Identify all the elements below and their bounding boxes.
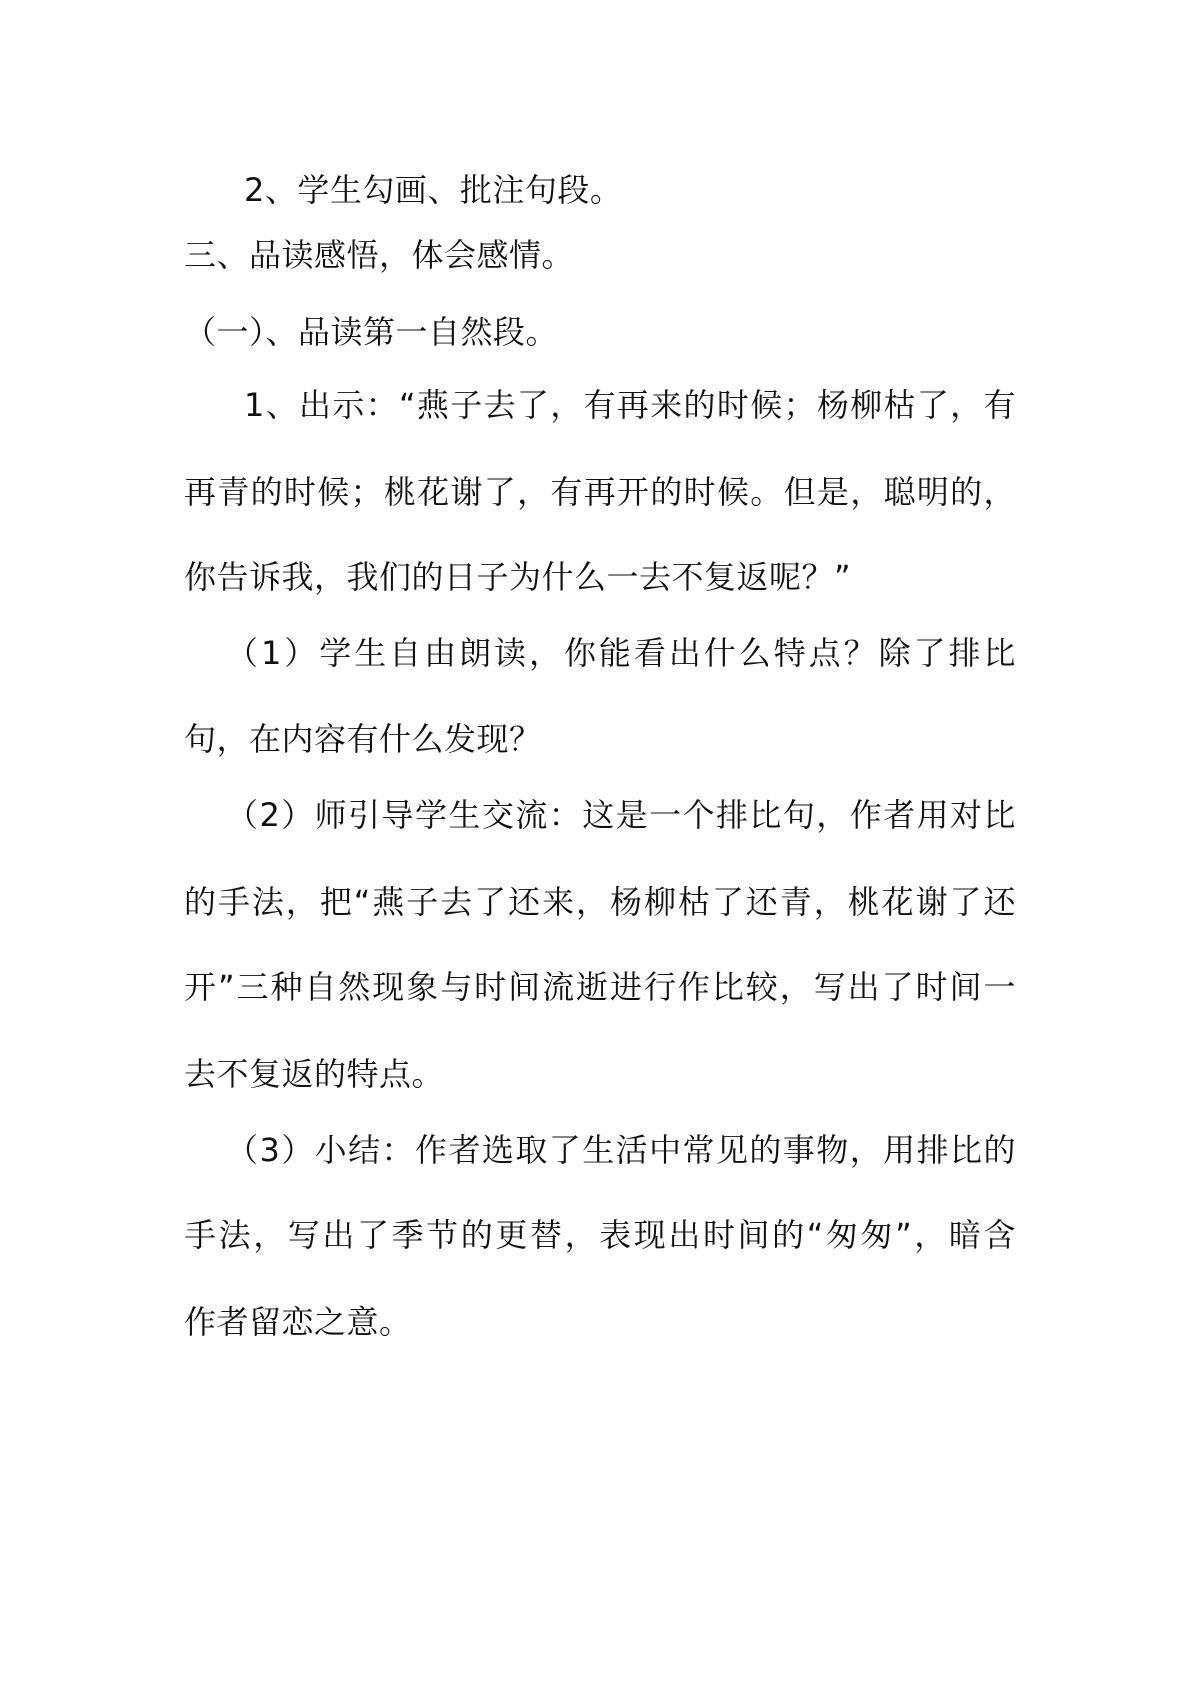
item-1-line-2: 句，在内容有什么发现？: [184, 720, 542, 758]
item-2-line-4: 去不复返的特点。: [184, 1055, 445, 1093]
item-2-line-3: 开”三种自然现象与时间流逝进行作比较，写出了时间一: [184, 968, 1016, 1006]
paragraph-quote-line-3: 你告诉我，我们的日子为什么一去不复返呢？”: [184, 558, 852, 596]
item-3-line-2: 手法，写出了季节的更替，表现出时间的“匆匆”，暗含: [184, 1216, 1016, 1254]
item-3-line-1: （3）小结：作者选取了生活中常见的事物，用排比的: [226, 1131, 1016, 1169]
item-3-line-3: 作者留恋之意。: [184, 1303, 412, 1341]
step-2-line: 2、学生勾画、批注句段。: [244, 171, 623, 209]
item-1-line-1: （1）学生自由朗读，你能看出什么特点？除了排比: [226, 634, 1016, 672]
subsection-1-heading: （一）、品读第一自然段。: [184, 313, 559, 351]
paragraph-quote-line-2: 再青的时候；桃花谢了，有再开的时候。但是，聪明的，: [184, 473, 1016, 511]
item-2-line-1: （2）师引导学生交流：这是一个排比句，作者用对比: [226, 796, 1016, 834]
paragraph-quote-line-1: 1、出示：“燕子去了，有再来的时候；杨柳枯了，有: [244, 386, 1016, 424]
section-3-heading: 三、品读感悟，体会感情。: [184, 236, 575, 274]
item-2-line-2: 的手法，把“燕子去了还来，杨柳枯了还青，桃花谢了还: [184, 883, 1016, 921]
